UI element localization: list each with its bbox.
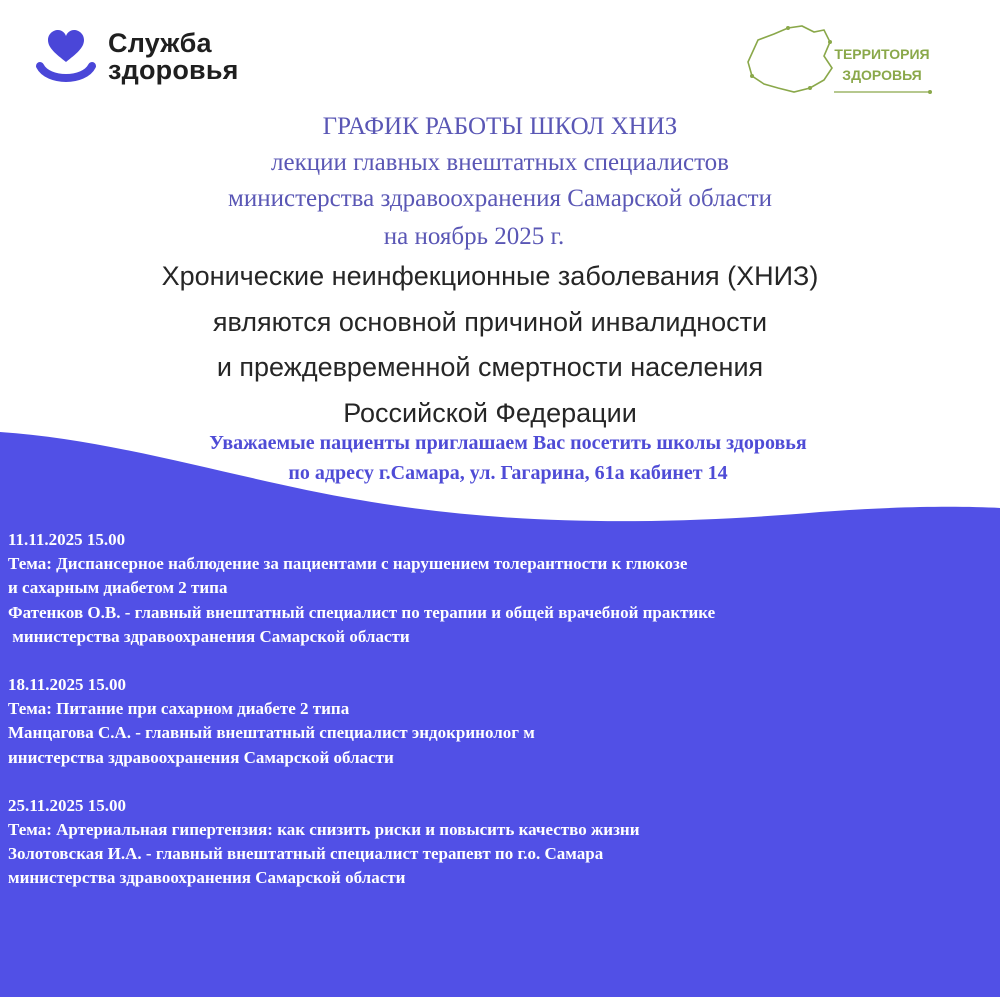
schedule-list xyxy=(8,528,988,915)
event-datetime: 25.11.2025 15.00 xyxy=(8,795,127,815)
subtitle-line2: министерства здравоохранения Самарской области xyxy=(228,185,772,212)
schedule-month: на ноябрь 2025 г. xyxy=(383,223,565,250)
event-topic: Тема: Артериальная гипертензия: как снизить риски и повысить качество жизни xyxy=(8,820,640,840)
heart-smile-icon xyxy=(34,26,98,90)
schedule-event xyxy=(8,528,988,649)
event-speaker: Фатенков О.В. - главный внештатный специалист по терапии и общей врачебной практике xyxy=(8,602,716,622)
event-topic: Тема: Питание при сахарном диабете 2 типа xyxy=(8,699,350,719)
sluzhba-zdorovya-logo xyxy=(34,26,274,90)
schedule-event xyxy=(8,673,988,770)
event-datetime: 11.11.2025 15.00 xyxy=(8,530,126,549)
subtitle-line1: лекции главных внештатных специалистов xyxy=(271,149,729,176)
event-topic: Тема: Диспансерное наблюдение за пациентами с нарушением толерантности к глюкозе xyxy=(8,554,688,574)
event-speaker-cont: министерства здравоохранения Самарской области xyxy=(8,626,410,646)
page-title: ГРАФИК РАБОТЫ ШКОЛ ХНИЗ xyxy=(322,113,678,140)
intro-text xyxy=(0,254,980,436)
event-datetime: 18.11.2025 15.00 xyxy=(8,675,127,695)
schedule-event xyxy=(8,794,988,891)
event-speaker-cont: министерства здравоохранения Самарской области xyxy=(8,868,406,888)
intro-line2: являются основной причиной инвалидности xyxy=(212,306,768,337)
event-speaker-cont: инистерства здравоохранения Самарской области xyxy=(8,747,394,767)
invite-line1: Уважаемые пациенты приглашаем Вас посетить школы здоровья xyxy=(209,432,807,454)
event-topic-cont: и сахарным диабетом 2 типа xyxy=(8,578,228,598)
logo-right-line2: ЗДОРОВЬЯ xyxy=(842,67,922,83)
invitation-text xyxy=(0,428,1000,488)
intro-line1: Хронические неинфекционные заболевания (ХНИЗ) xyxy=(161,261,819,291)
event-speaker: Манцагова С.А. - главный внештатный специалист эндокринолог м xyxy=(8,723,535,743)
invite-line2: по адресу г.Самара, ул. Гагарина, 61а кабинет 14 xyxy=(288,462,728,484)
logo-text-line1: Служба xyxy=(108,28,212,58)
logo-right-line1: ТЕРРИТОРИЯ xyxy=(834,46,930,62)
territoriya-zdorovya-logo xyxy=(744,22,934,100)
logo-text-line2: здоровья xyxy=(108,55,239,85)
intro-line3: и преждевременной смертности населения xyxy=(216,352,764,382)
event-speaker: Золотовская И.А. - главный внештатный специалист терапевт по г.о. Самара xyxy=(8,844,604,864)
intro-line4: Российской Федерации xyxy=(343,397,637,428)
